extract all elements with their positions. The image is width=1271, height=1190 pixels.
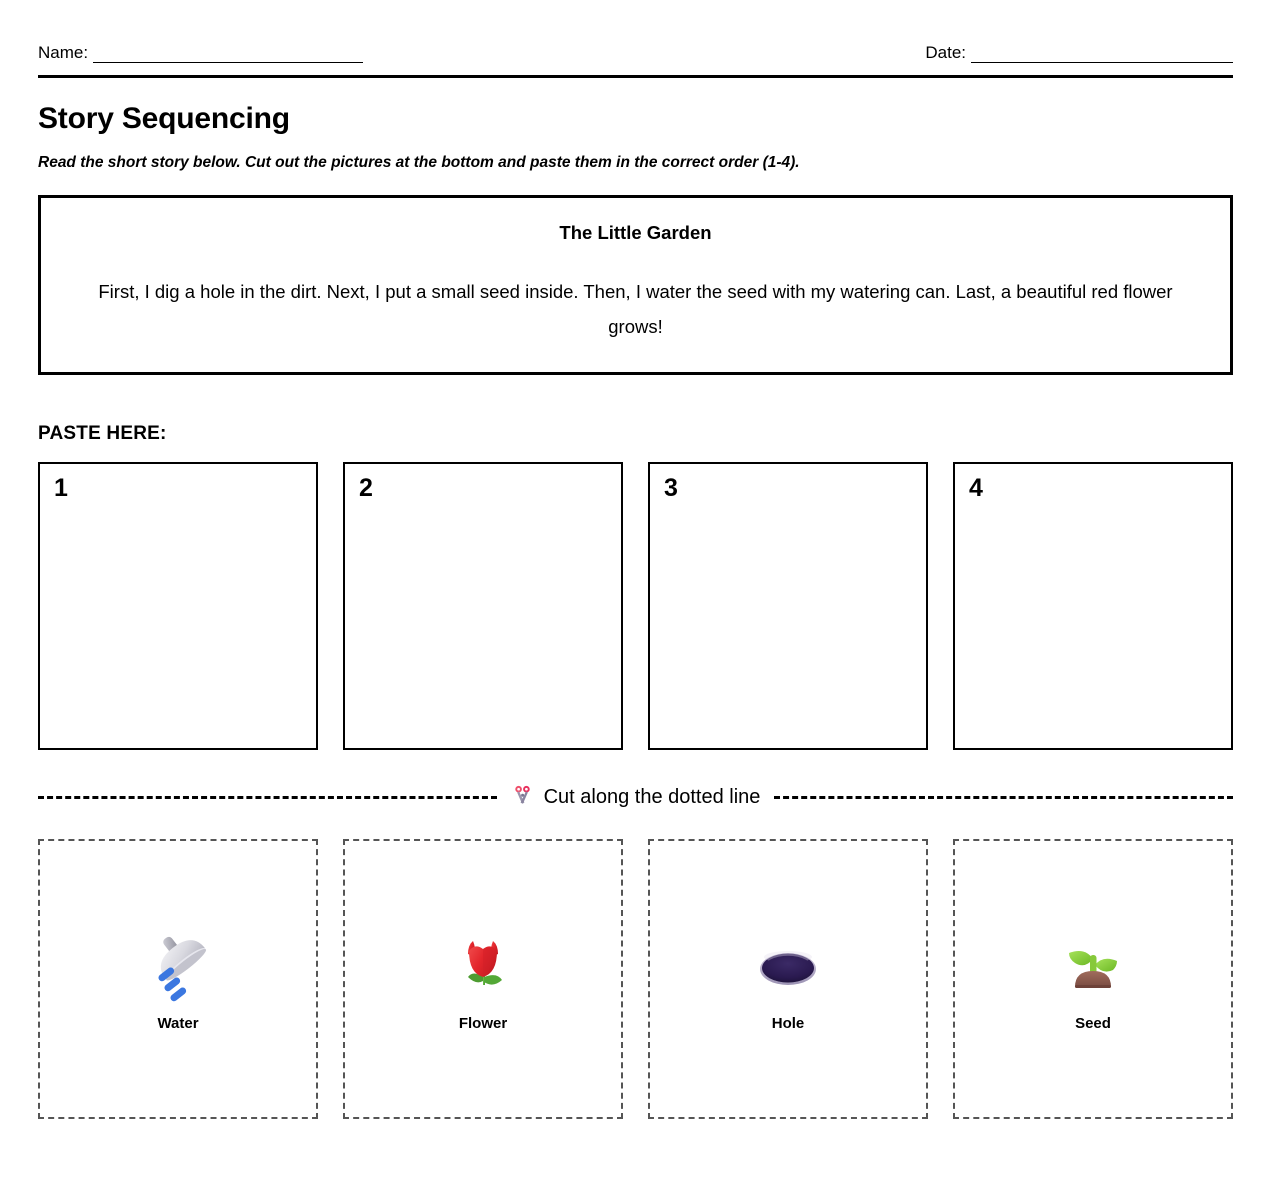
- date-input-line[interactable]: [971, 46, 1233, 63]
- cut-card-flower[interactable]: [343, 839, 623, 1119]
- story-box: [38, 195, 1233, 375]
- header-divider: [38, 75, 1233, 78]
- story-body: First, I dig a hole in the dirt. Next, I put a small seed inside. Then, I water the seed with my watering can. Last, a beautiful red flower grows!: [98, 281, 1173, 337]
- date-label: Date:: [925, 43, 966, 62]
- paste-box-number: 1: [54, 474, 68, 502]
- cut-card-label: Water: [157, 1015, 199, 1032]
- paste-box-2[interactable]: [343, 462, 623, 750]
- instructions-text: Read the short story below. Cut out the pictures at the bottom and paste them in the correct order (1-4).: [38, 154, 800, 171]
- cut-card-label: Flower: [458, 1015, 508, 1032]
- hole-icon: [746, 925, 830, 1009]
- paste-box-number: 3: [664, 474, 678, 502]
- name-field[interactable]: [38, 43, 363, 63]
- cut-card-water[interactable]: [38, 839, 318, 1119]
- paste-box-number: 4: [969, 474, 983, 502]
- cut-line-label-group: [511, 783, 761, 812]
- cut-line-dashes-right: [774, 796, 1233, 799]
- cut-line-dashes-left: [38, 796, 497, 799]
- paste-here-heading: PASTE HERE:: [38, 423, 167, 444]
- seedling-icon: [1051, 925, 1135, 1009]
- story-title: The Little Garden: [559, 222, 712, 243]
- paste-box-4[interactable]: [953, 462, 1233, 750]
- cut-out-cards-row: [38, 839, 1233, 1119]
- cut-card-label: Seed: [1075, 1015, 1111, 1032]
- name-label: Name:: [38, 43, 89, 62]
- name-input-line[interactable]: [93, 46, 363, 63]
- cut-card-label: Hole: [771, 1015, 805, 1032]
- paste-boxes-row: [38, 462, 1233, 750]
- cut-line-label: Cut along the dotted line: [543, 786, 761, 808]
- cut-card-seed[interactable]: [953, 839, 1233, 1119]
- shower-head-icon: [136, 925, 220, 1009]
- cut-line: [38, 781, 1233, 813]
- tulip-icon: [441, 925, 525, 1009]
- name-date-row: [38, 0, 1233, 63]
- scissors-icon: [511, 783, 535, 812]
- date-field[interactable]: [925, 43, 1233, 63]
- page-title: Story Sequencing: [38, 102, 290, 135]
- paste-box-number: 2: [359, 474, 373, 502]
- cut-card-hole[interactable]: [648, 839, 928, 1119]
- paste-box-3[interactable]: [648, 462, 928, 750]
- paste-box-1[interactable]: [38, 462, 318, 750]
